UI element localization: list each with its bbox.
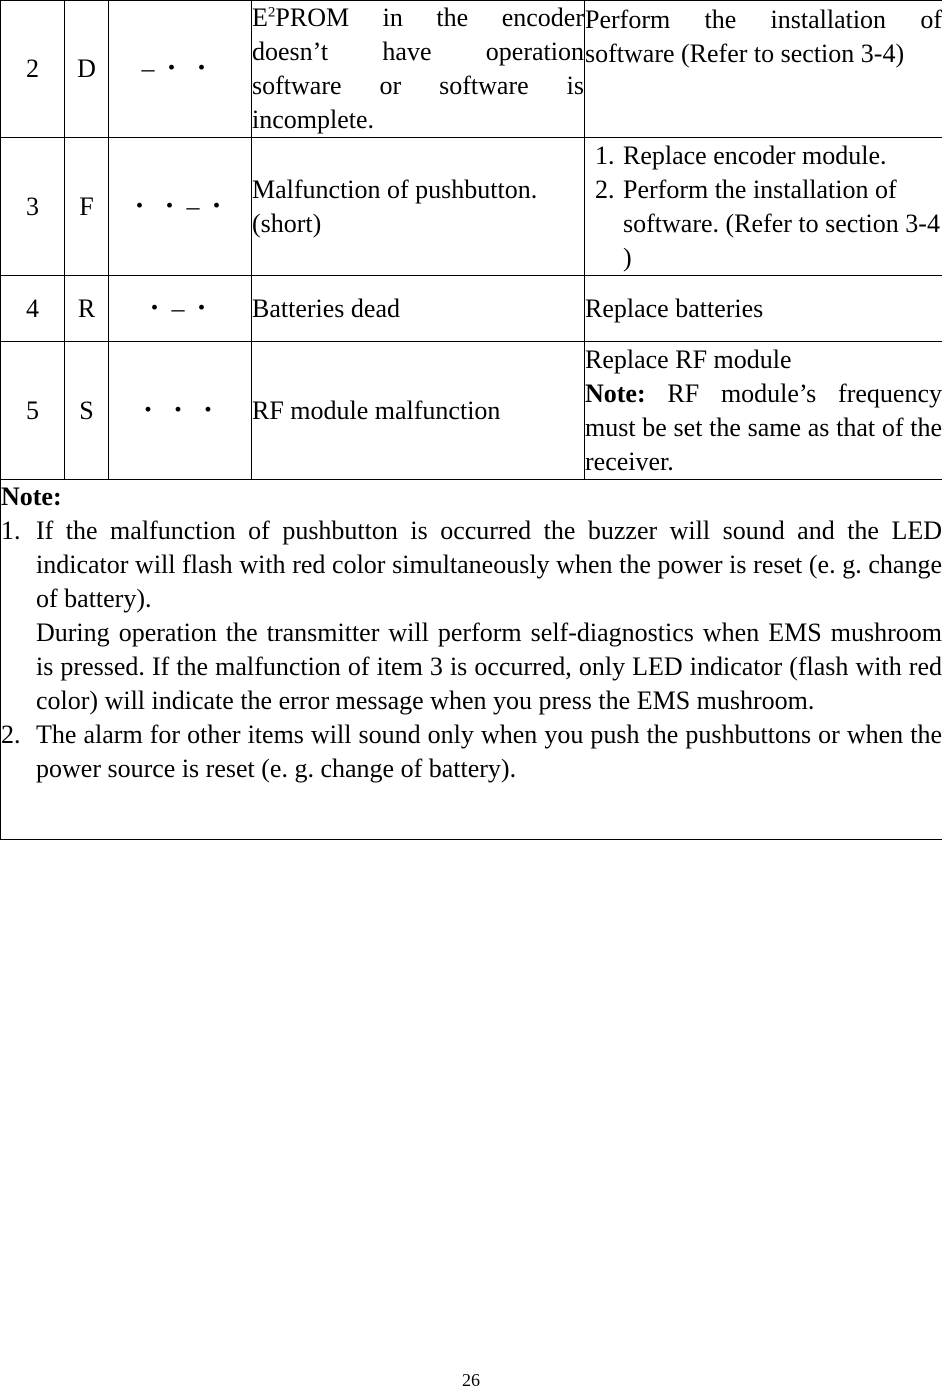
table-row xyxy=(1,276,942,342)
error-code: S xyxy=(65,342,109,480)
note-item-number: 1. xyxy=(1,514,21,548)
signal-text: ・・–・ xyxy=(126,192,233,221)
action-cell: Replace batteries xyxy=(585,276,942,342)
action-cell xyxy=(585,138,942,276)
description-text: E xyxy=(252,3,268,32)
action-cell: Perform the installation of software (Refer to section 3-4) xyxy=(585,1,942,138)
signal-pattern xyxy=(109,1,252,138)
action-cell xyxy=(585,342,942,480)
action-line: Replace RF module xyxy=(585,343,942,377)
row-number: 4 xyxy=(1,276,65,342)
error-code: R xyxy=(65,276,109,342)
note-cell xyxy=(1,480,942,840)
action-list-item: 1. Replace encoder module. xyxy=(621,139,942,173)
note-title: Note: xyxy=(1,480,942,514)
table-row xyxy=(1,342,942,480)
note-paragraph: If the malfunction of pushbutton is occurred the buzzer will sound and the LED indicator will flash with red color simultaneously when the power is reset (e. g. change of battery). xyxy=(36,514,942,616)
action-list xyxy=(585,139,942,275)
action-note xyxy=(585,377,942,479)
table-row xyxy=(1,138,942,276)
row-number: 2 xyxy=(1,1,65,138)
signal-pattern xyxy=(109,276,252,342)
note-item-number: 2. xyxy=(1,718,21,752)
description-text: PROM in the encoder doesn’t have operation software or software is incomplete. xyxy=(252,3,584,134)
note-item xyxy=(1,514,942,718)
signal-text: –・・ xyxy=(141,54,218,83)
note-row xyxy=(1,480,942,840)
signal-pattern xyxy=(109,138,252,276)
description-cell: Malfunction of pushbutton. (short) xyxy=(252,138,585,276)
description-superscript: 2 xyxy=(268,4,276,20)
row-number: 5 xyxy=(1,342,65,480)
signal-pattern xyxy=(109,342,252,480)
error-code: D xyxy=(65,1,109,138)
description-cell: Batteries dead xyxy=(252,276,585,342)
note-item xyxy=(1,718,942,786)
signal-text: ・・・ xyxy=(135,396,225,425)
note-paragraph: The alarm for other items will sound only when you push the pushbuttons or when the power source is reset (e. g. change of battery). xyxy=(36,718,942,786)
action-list-item: 2. Perform the installation of software. (Refer to section 3-4 ) xyxy=(621,173,942,275)
signal-text: ・–・ xyxy=(141,294,218,323)
action-note-text: RF module’s frequency must be set the same as that of the receiver. xyxy=(585,379,942,476)
table-row xyxy=(1,1,942,138)
action-note-label: Note: xyxy=(585,379,646,408)
error-code: F xyxy=(65,138,109,276)
note-paragraph: During operation the transmitter will perform self-diagnostics when EMS mushroom is pressed. If the malfunction of item 3 is occurred, only LED indicator (flash with red color) will indicate the error message when you press the EMS mushroom. xyxy=(36,616,942,718)
row-number: 3 xyxy=(1,138,65,276)
description-cell xyxy=(252,1,585,138)
page-number: 26 xyxy=(0,1370,942,1391)
description-cell: RF module malfunction xyxy=(252,342,585,480)
